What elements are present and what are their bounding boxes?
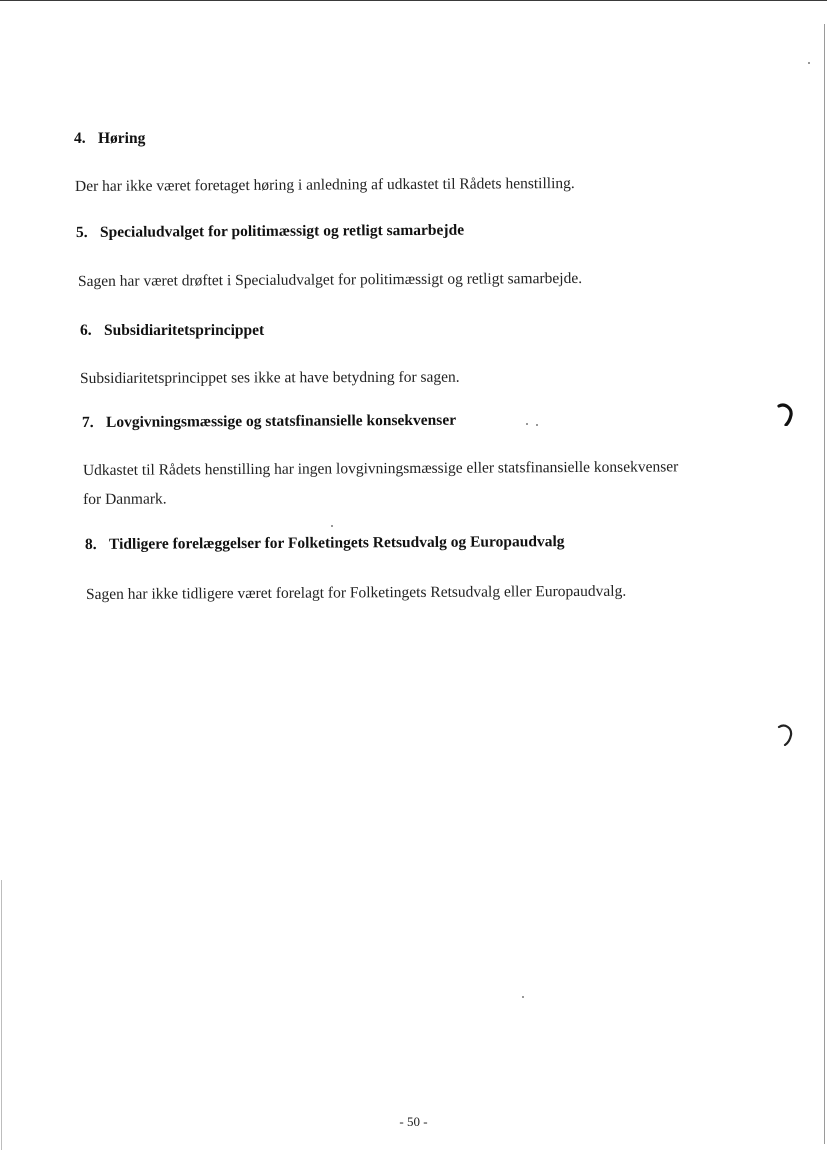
scan-edge-top	[0, 0, 827, 1]
section-number: 5.	[75, 223, 88, 241]
section-7-heading	[82, 412, 456, 432]
scan-speck	[808, 62, 810, 64]
body-line: Udkastet til Rådets henstilling har ingen lovgivningsmæssige eller statsfinansielle konsekvenser	[82, 458, 679, 480]
section-6-heading	[80, 322, 264, 340]
section-4-heading	[74, 130, 145, 148]
section-8-heading	[85, 533, 565, 554]
punch-hole-mark	[777, 402, 795, 426]
scan-edge-left	[1, 880, 2, 1150]
section-4-body: Der har ikke været foretaget høring i anledning af udkastet til Rådets henstilling.	[74, 174, 575, 195]
section-number: 8.	[84, 535, 97, 553]
section-8-body: Sagen har ikke tidligere været forelagt for Folketingets Retsudvalg eller Europaudvalg.	[85, 582, 627, 603]
scan-speck	[522, 996, 524, 998]
body-line: for Danmark.	[83, 490, 167, 508]
section-title: Lovgivningsmæssige og statsfinansielle konsekvenser	[105, 411, 457, 431]
scan-speck	[331, 525, 333, 527]
section-title: Specialudvalget for politimæssigt og retligt samarbejde	[99, 221, 465, 241]
scan-speck	[536, 424, 538, 426]
page-number: - 50 -	[399, 1114, 428, 1129]
punch-hole-mark	[777, 722, 795, 746]
section-number: 4.	[74, 130, 86, 147]
scan-speck	[526, 423, 528, 425]
section-title: Høring	[98, 130, 146, 147]
section-5-heading	[76, 222, 464, 242]
scan-edge-right	[824, 24, 825, 1144]
section-number: 7.	[81, 413, 94, 431]
section-title: Subsidiaritetsprincippet	[104, 322, 265, 339]
section-5-body: Sagen har været drøftet i Specialudvalget for politimæssigt og retligt samarbejde.	[77, 269, 583, 290]
section-7-body	[83, 452, 679, 514]
section-6-body: Subsidiaritetsprincippet ses ikke at have betydning for sagen.	[79, 368, 460, 387]
section-number: 6.	[80, 322, 92, 339]
section-title: Tidligere forelæggelser for Folketingets Retsudvalg og Europaudvalg	[108, 533, 565, 553]
